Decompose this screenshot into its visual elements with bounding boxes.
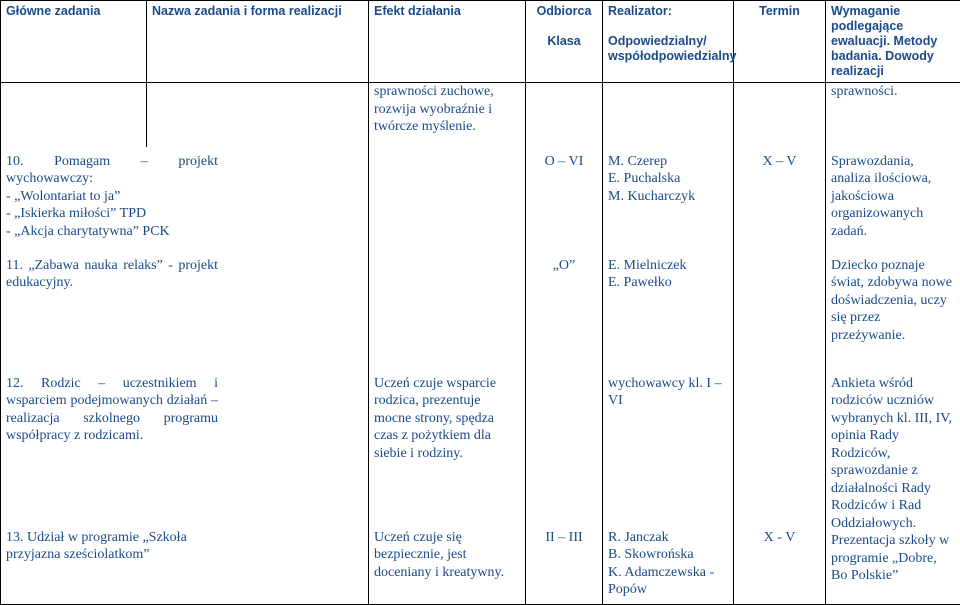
- table-row: [1, 369, 960, 605]
- header-responsible-label: Odpowiedzialny/ współodpowiedzialny: [608, 34, 736, 63]
- table-row: [1, 147, 960, 251]
- header-realizer: [603, 1, 734, 83]
- table-row: [1, 251, 960, 369]
- cell-recipient: „O”: [526, 251, 603, 369]
- header-recipient: [526, 1, 603, 83]
- cell-realizer: E. Mielniczek E. Pawełko: [603, 251, 734, 369]
- header-task-name: Nazwa zadania i forma realizacji: [147, 1, 369, 83]
- cell-task: [1, 83, 147, 147]
- header-term: Termin: [734, 1, 826, 83]
- header-effect: Efekt działania: [369, 1, 526, 83]
- header-realizer-label: Realizator:: [608, 4, 672, 18]
- cell-term: [734, 251, 826, 369]
- table-row: [1, 83, 960, 147]
- header-main-tasks: Główne zadania: [1, 1, 147, 83]
- cell-realizer: M. Czerep E. Puchalska M. Kucharczyk: [603, 147, 734, 251]
- cell-recipient: [526, 83, 603, 147]
- cell-task: 11. „Zabawa nauka relaks” - projekt edukacyjny.: [1, 251, 223, 298]
- cell-task: 10. Pomagam – projekt wychowawczy: - „Wolontariat to ja” - „Iskierka miłości” TPD - „Akcja charytatywna” PCK: [1, 147, 223, 247]
- header-row: [1, 1, 960, 83]
- cell-effect: Uczeń czuje wsparcie rodzica, prezentuje mocne strony, spędza czas z pożytkiem dla siebie i rodziny.: [369, 369, 525, 469]
- cell-evaluation: Ankieta wśród rodziców uczniów wybranych kl. III, IV, opinia Rady Rodziców, sprawozdanie z działalności Rady Rodziców i Rad Oddziałowych. Prezentacja szkoły w programie „Dobre, Bo Polskie”: [826, 369, 960, 605]
- cell-effect: sprawności zuchowe, rozwija wyobraźnie i twórcze myślenie.: [369, 83, 526, 147]
- cell-task: 12. Rodzic – uczestnikiem i wsparciem podejmowanych działań – realizacja szkolnego programu współpracy z rodzicami.: [1, 369, 223, 451]
- cell-evaluation: sprawności.: [826, 83, 960, 147]
- cell-recipient: O – VI: [526, 147, 603, 251]
- cell-realizer: wychowawcy kl. I – VI: [603, 369, 733, 416]
- header-class-label: Klasa: [547, 34, 580, 48]
- cell-task: 13. Udział w programie „Szkoła przyjazna sześciolatkom”: [1, 529, 223, 564]
- cell-realizer: R. Janczak B. Skowrońska K. Adamczewska - Popów: [603, 529, 733, 599]
- cell-effect: [369, 251, 526, 369]
- cell-term: X – V: [734, 147, 826, 251]
- header-evaluation: Wymaganie podlegające ewaluacji. Metody badania. Dowody realizacji: [826, 1, 960, 83]
- cell-recipient: II – III: [526, 529, 602, 547]
- cell-effect: [369, 147, 526, 251]
- cell-evaluation: Sprawozdania, analiza ilościowa, jakościowa organizowanych zadań.: [826, 147, 960, 251]
- cell-term: [734, 83, 826, 147]
- cell-realizer: [603, 83, 734, 147]
- cell-term: X - V: [734, 529, 825, 547]
- header-recipient-label: Odbiorca: [537, 4, 592, 18]
- cell-effect: Uczeń czuje się bezpiecznie, jest doceniany i kreatywny.: [369, 529, 525, 582]
- cell-evaluation: Dziecko poznaje świat, zdobywa nowe doświadczenia, uczy się przez przeżywanie.: [826, 251, 960, 369]
